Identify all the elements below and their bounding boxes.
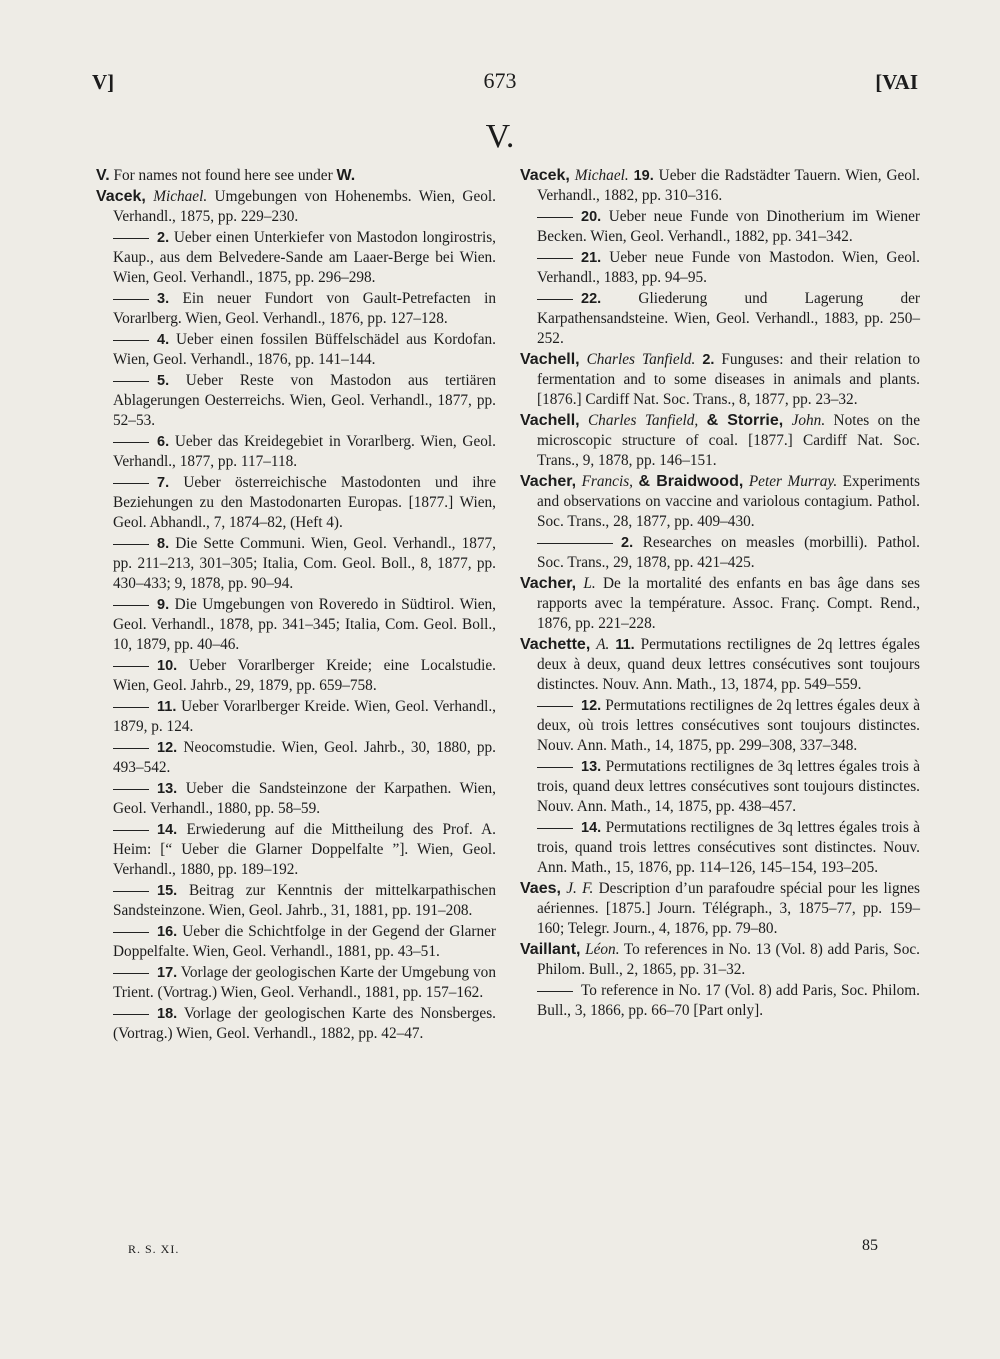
author-name: Vachette, xyxy=(520,636,591,653)
entry-number: 17. xyxy=(157,965,178,981)
bibliography-entry xyxy=(520,981,920,1021)
entry-text: Ueber die Radstädter Tauern. Wien, Geol. Verhandl., 1882, pp. 310–316. xyxy=(537,167,921,204)
bibliography-entry xyxy=(96,432,496,472)
entry-number: 14. xyxy=(157,822,178,838)
entry-number: 11. xyxy=(157,699,177,715)
author-name: Vacher, xyxy=(520,575,577,592)
bibliography-entry xyxy=(520,472,920,532)
bibliography-entry xyxy=(96,166,496,186)
entry-text: Ueber das Kreidegebiet in Vorarlberg. Wien, Geol. Verhandl., 1877, pp. 117–118. xyxy=(113,433,496,470)
author-name: Vaes, xyxy=(520,880,561,897)
entry-number: 18. xyxy=(157,1006,178,1022)
ditto-dash xyxy=(113,789,149,790)
entry-text: Ueber Reste von Mastodon aus tertiären Ablagerungen Oesterreichs. Wien, Geol. Verhandl., 1877, pp. 52–53. xyxy=(113,372,497,429)
coauthor-forename: Peter Murray. xyxy=(748,473,838,490)
bibliography-entry xyxy=(520,635,920,695)
entry-number: 22. xyxy=(581,291,602,307)
ditto-dash xyxy=(113,483,149,484)
entry-text: Beitrag zur Kenntnis der mittelkarpathischen Sandsteinzone. Wien, Geol. Jahrb., 31, 1881, pp. 191–208. xyxy=(113,882,496,919)
bibliography-entry xyxy=(96,881,496,921)
entry-text: Ueber neue Funde von Mastodon. Wien, Geol. Verhandl., 1883, pp. 94–95. xyxy=(537,249,920,286)
running-head-left: V] xyxy=(92,70,115,94)
left-column xyxy=(96,166,496,1045)
entry-text: Vorlage der geologischen Karte der Umgebung von Trient. (Vortrag.) Wien, Geol. Verhandl., 1881, pp. 157–162. xyxy=(113,964,496,1001)
entry-number: 13. xyxy=(581,759,602,775)
ditto-dash xyxy=(113,544,149,545)
entry-number: 8. xyxy=(157,536,170,552)
entry-number: 19. xyxy=(633,168,654,184)
entry-number: 21. xyxy=(581,250,602,266)
entry-number: 5. xyxy=(157,373,170,389)
bibliography-entry xyxy=(96,922,496,962)
entry-text: Ueber einen fossilen Büffelschädel aus Kordofan. Wien, Geol. Verhandl., 1876, pp. 141–144. xyxy=(113,331,496,368)
ditto-dash xyxy=(113,973,149,974)
entry-number: 14. xyxy=(581,820,602,836)
ditto-dash xyxy=(113,748,149,749)
author-forename: Charles Tanfield. xyxy=(586,351,696,368)
author-name: Vacek, xyxy=(520,167,570,184)
entry-text: Funguses: and their relation to fermentation and to some diseases in animals and plants. [1876.] Cardiff Nat. Soc. Trans., 8, 1877, pp. 23–32. xyxy=(537,351,921,408)
entry-text: Ueber einen Unterkiefer von Mastodon longirostris, Kaup., aus dem Belvedere-Sande am Laaer-Berge bei Wien. Wien, Geol. Verhandl., 1875, pp. 296–298. xyxy=(113,229,496,286)
ditto-dash xyxy=(537,706,573,707)
ditto-dash xyxy=(113,299,149,300)
ditto-dash xyxy=(537,991,573,992)
ditto-dash xyxy=(537,543,613,544)
entry-text: Die Sette Communi. Wien, Geol. Verhandl., 1877, pp. 211–213, 301–305; Italia, Com. Geol. Boll., 8, 1877, pp. 430–433; 9, 1878, pp. 90–94. xyxy=(113,535,496,592)
entry-number: 4. xyxy=(157,332,170,348)
ditto-dash xyxy=(113,830,149,831)
entry-text: Permutations rectilignes de 3q lettres égales trois à trois, quand trois lettres consécutives sont distinctes. Nouv. Ann. Math., 15, 1876, pp. 114–126, 145–154, 193–205. xyxy=(537,819,920,876)
coauthor-forename: John. xyxy=(791,412,826,429)
bibliography-entry xyxy=(96,820,496,880)
entry-number: 2. xyxy=(157,230,170,246)
ditto-dash xyxy=(537,258,573,259)
ditto-dash xyxy=(113,340,149,341)
entry-number: 11. xyxy=(615,637,635,653)
bibliography-entry xyxy=(520,248,920,288)
author-forename: Michael. xyxy=(153,188,208,205)
entry-text: Umgebungen von Hohenembs. Wien, Geol. Verhandl., 1875, pp. 229–230. xyxy=(113,188,496,225)
entry-text: Permutations rectilignes de 2q lettres égales deux à deux, où trois lettres consécutives sont toujours distinctes. Nouv. Ann. Math., 14, 1875, pp. 299–308, 337–348. xyxy=(537,697,920,754)
bibliography-entry xyxy=(96,697,496,737)
entry-text: Ueber die Sandsteinzone der Karpathen. Wien, Geol. Verhandl., 1880, pp. 58–59. xyxy=(113,780,496,817)
entry-number: 12. xyxy=(581,698,602,714)
ditto-dash xyxy=(113,666,149,667)
author-forename: Francis, xyxy=(581,473,633,490)
bibliography-entry xyxy=(520,166,920,206)
ditto-dash xyxy=(113,238,149,239)
entry-text: Ueber die Schichtfolge in der Gegend der Glarner Doppelfalte. Wien, Geol. Verhandl., 1881, pp. 43–51. xyxy=(113,923,496,960)
author-forename: Charles Tanfield, xyxy=(587,412,699,429)
entry-number: 15. xyxy=(157,883,178,899)
coauthor-name: & Braidwood, xyxy=(638,473,744,490)
bibliography-entry xyxy=(520,411,920,471)
coauthor-name: & Storrie, xyxy=(706,412,784,429)
entry-text: To references in No. 13 (Vol. 8) add Paris, Soc. Philom. Bull., 2, 1865, pp. 31–32. xyxy=(537,941,920,978)
ditto-dash xyxy=(537,299,573,300)
bibliography-entry xyxy=(96,187,496,227)
entry-text: Erwiederung auf die Mittheilung des Prof. A. Heim: [“ Ueber die Glarner Doppelfalte ”]. Wien, Geol. Verhandl., 1880, pp. 189–192. xyxy=(113,821,496,878)
bibliography-entry xyxy=(96,656,496,696)
bibliography-entry xyxy=(520,207,920,247)
entry-number: 6. xyxy=(157,434,170,450)
bibliography-entry xyxy=(96,473,496,533)
entry-text: De la mortalité des enfants en bas âge dans ses rapports avec la température. Assoc. Franç. Compt. Rend., 1876, pp. 221–228. xyxy=(537,575,920,632)
author-forename: Léon. xyxy=(585,941,620,958)
author-name: Vaillant, xyxy=(520,941,581,958)
bibliography-entry xyxy=(520,818,920,878)
entry-text: Ueber neue Funde von Dinotherium im Wiener Becken. Wien, Geol. Verhandl., 1882, pp. 341–342. xyxy=(537,208,921,245)
author-forename: J. F. xyxy=(566,880,594,897)
ditto-dash xyxy=(113,1014,149,1015)
author-forename: Michael. xyxy=(574,167,629,184)
page-number: 673 xyxy=(483,68,517,93)
right-column xyxy=(520,166,920,1022)
bibliography-entry xyxy=(96,779,496,819)
author-name: Vachell, xyxy=(520,412,580,429)
entry-number: 7. xyxy=(157,475,170,491)
entry-text: Neocomstudie. Wien, Geol. Jahrb., 30, 1880, pp. 493–542. xyxy=(113,739,496,776)
entry-text: For names not found here see under xyxy=(109,167,337,184)
ditto-dash xyxy=(537,828,573,829)
signature-mark: R. S. XI. xyxy=(128,1242,180,1256)
entry-text: Ein neuer Fundort von Gault-Petrefacten in Vorarlberg. Wien, Geol. Verhandl., 1876, pp. 127–128. xyxy=(113,290,496,327)
author-name: Vachell, xyxy=(520,351,580,368)
bibliography-entry xyxy=(520,696,920,756)
bibliography-entry xyxy=(96,1004,496,1044)
bibliography-entry xyxy=(520,879,920,939)
entry-number: 2. xyxy=(621,535,634,551)
entry-number: 3. xyxy=(157,291,170,307)
bibliography-entry xyxy=(96,228,496,288)
entry-text: Experiments and observations on vaccine and variolous contagium. Pathol. Soc. Trans., 28, 1877, pp. 409–430. xyxy=(537,473,920,530)
bibliography-entry xyxy=(96,738,496,778)
bibliography-entry xyxy=(520,350,920,410)
bibliography-entry xyxy=(520,533,920,573)
ditto-dash xyxy=(113,381,149,382)
author-name: Vacek, xyxy=(96,188,146,205)
entry-text: Gliederung und Lagerung der Karpathensandsteine. Wien, Geol. Verhandl., 1883, pp. 250–252. xyxy=(537,290,920,347)
entry-number: 12. xyxy=(157,740,178,756)
bibliography-entry xyxy=(520,940,920,980)
ditto-dash xyxy=(113,891,149,892)
ditto-dash xyxy=(113,932,149,933)
author-name: Vacher, xyxy=(520,473,577,490)
ditto-dash xyxy=(113,442,149,443)
entry-number: 10. xyxy=(157,658,178,674)
bibliography-entry xyxy=(96,289,496,329)
entry-number: 16. xyxy=(157,924,178,940)
bibliography-entry xyxy=(520,574,920,634)
sheet-number: 85 xyxy=(862,1237,878,1254)
bibliography-entry xyxy=(96,595,496,655)
entry-text: Notes on the microscopic structure of coal. [1877.] Cardiff Nat. Soc. Trans., 9, 1878, pp. 146–151. xyxy=(537,412,920,469)
entry-text: Researches on measles (morbilli). Pathol. Soc. Trans., 29, 1878, pp. 421–425. xyxy=(537,534,920,571)
ditto-dash xyxy=(113,605,149,606)
entry-text: Ueber österreichische Mastodonten und ihre Beziehungen zu den Mastodonarten Europas. [1877.] Wien, Geol. Abhandl., 7, 1874–82, (Heft 4). xyxy=(113,474,496,531)
entry-number: 2. xyxy=(702,352,715,368)
entry-text: Permutations rectilignes de 3q lettres égales trois à trois, quand deux lettres consécutives sont toujours distinctes. Nouv. Ann. Math., 14, 1875, pp. 438–457. xyxy=(537,758,920,815)
bibliography-entry xyxy=(96,963,496,1003)
author-forename: L. xyxy=(583,575,596,592)
section-letter: V. xyxy=(485,118,515,155)
bibliography-entry xyxy=(520,757,920,817)
ditto-dash xyxy=(537,767,573,768)
author-forename: A. xyxy=(596,636,610,653)
entry-text: Description d’un parafoudre spécial pour les lignes aériennes. [1875.] Journ. Télégraph., 3, 1875–77, pp. 159–160; Telegr. Journ., 4, 1876, pp. 79–80. xyxy=(537,880,920,937)
bibliography-entry xyxy=(520,289,920,349)
author-name: V. xyxy=(96,167,110,184)
bibliography-entry xyxy=(96,371,496,431)
entry-text: Vorlage der geologischen Karte des Nonsberges. (Vortrag.) Wien, Geol. Verhandl., 1882, pp. 42–47. xyxy=(113,1005,496,1042)
entry-number: 20. xyxy=(581,209,602,225)
entry-text: To reference in No. 17 (Vol. 8) add Paris, Soc. Philom. Bull., 3, 1866, pp. 66–70 [Part only]. xyxy=(537,982,920,1019)
entry-text: Die Umgebungen von Roveredo in Südtirol. Wien, Geol. Verhandl., 1878, pp. 341–345; Italia, Com. Geol. Boll., 10, 1879, pp. 40–46. xyxy=(113,596,496,653)
ditto-dash xyxy=(537,217,573,218)
entry-text: Ueber Vorarlberger Kreide; eine Localstudie. Wien, Geol. Jahrb., 29, 1879, pp. 659–758. xyxy=(113,657,496,694)
bibliography-entry xyxy=(96,330,496,370)
ditto-dash xyxy=(113,707,149,708)
running-head-right: [VAI xyxy=(875,70,918,94)
entry-text: Ueber Vorarlberger Kreide. Wien, Geol. Verhandl., 1879, p. 124. xyxy=(113,698,497,735)
cross-reference: W. xyxy=(336,167,356,184)
bibliography-entry xyxy=(96,534,496,594)
entry-number: 9. xyxy=(157,597,170,613)
entry-number: 13. xyxy=(157,781,178,797)
entry-text: Permutations rectilignes de 2q lettres égales deux à deux, quand deux lettres consécutives sont toujours distinctes. Nouv. Ann. Math., 13, 1874, pp. 549–559. xyxy=(537,636,921,693)
